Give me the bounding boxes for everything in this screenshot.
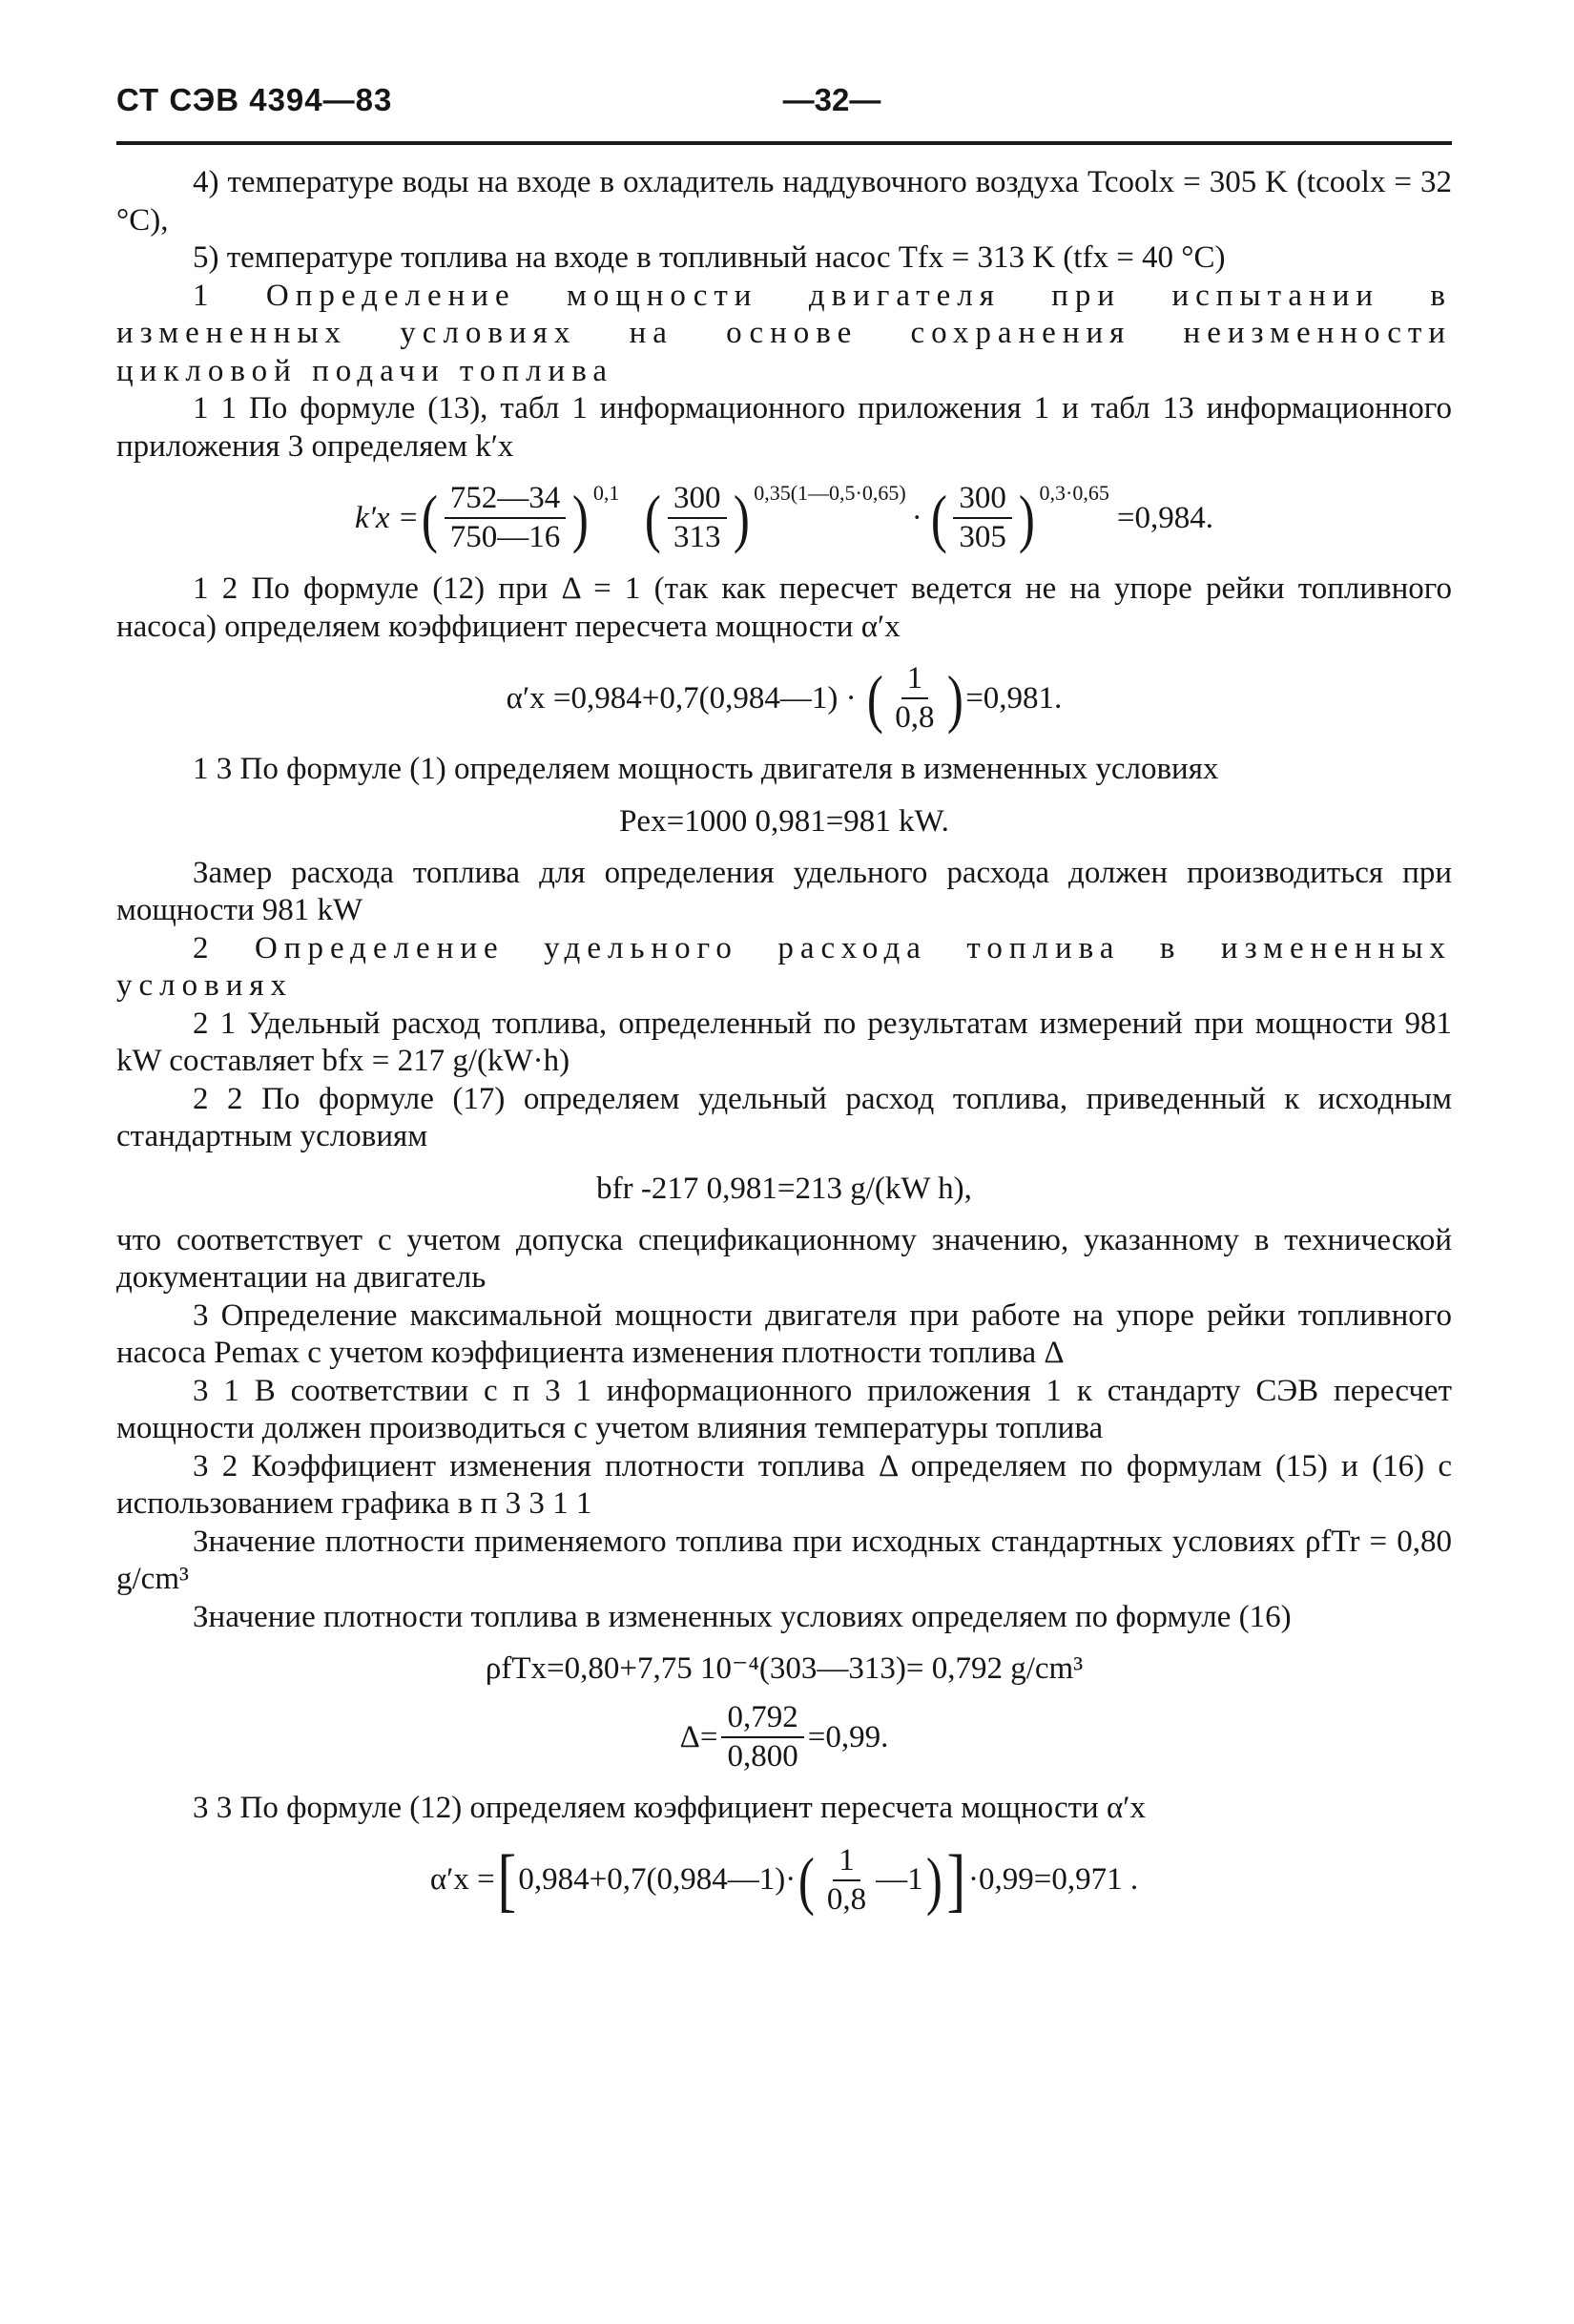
fraction-alpha-1: $\frac{1}{0,8}$ <box>895 661 935 735</box>
fraction-delta: $\frac{0,792}{0,800}$ <box>721 1702 803 1773</box>
formula-alpha-1-lhs: α′x =0,984+0,7(0,984—1) · <box>506 680 857 716</box>
formula-pex-text: Pex=1000 0,981=981 kW. <box>619 803 949 839</box>
formula-delta-result: =0,99. <box>807 1719 889 1754</box>
paragraph-item-4: 4) температуре воды на входе в охладитель наддувочного воздуха Tcoolx = 305 K (tcoolx = 32 °C), <box>116 165 1452 238</box>
paragraph-3-2: 3 2 Коэффициент изменения плотности топлива Δ определяем по формулам (15) и (16) с использованием графика в п 3 3 1 1 <box>116 1448 1452 1521</box>
header-rule <box>116 141 1452 145</box>
formula-bfr-text: bfr -217 0,981=213 g/(kW h), <box>596 1171 972 1206</box>
document-body <box>116 164 1452 1933</box>
formula-kx-result: =0,984. <box>1116 500 1213 535</box>
paragraph-3-3: 3 3 По формуле (12) определяем коэффициент пересчета мощности α′x <box>193 1791 1146 1825</box>
exponent-2: 0,35(1—0,5·0,65) <box>754 481 906 505</box>
formula-alpha-2: α′x = [ 0,984+0,7(0,984—1)· ( $\frac{1}{0,8}$ —1 ) ] ·0,99=0,971 . <box>429 1840 1139 1919</box>
formula-alpha-2-lhs: α′x = <box>429 1862 495 1897</box>
fraction-2: $\frac{300}{313}$ <box>668 483 727 553</box>
formula-rho-text: ρfTx=0,80+7,75 10⁻⁴(303—313)= 0,792 g/cm³ <box>485 1651 1084 1686</box>
formula-bfr <box>116 1173 1452 1205</box>
formula-kx: k′x = ( $\frac{752—34}{750—16}$ ) 0,1 ( $\frac{300}{313}$ ) 0,35(1—0,5·0,65) · ( $\frac{300}{305}$ ) 0,3·0,65 =0,984. <box>355 481 1213 554</box>
formula-alpha-1-result: =0,981. <box>965 680 1063 716</box>
page-header <box>116 78 1452 122</box>
paragraph-density-standard: Значение плотности применяемого топлива при исходных стандартных условиях ρfTr = 0,80 g/cm³ <box>116 1524 1452 1596</box>
section-heading-3: 3 Определение максимальной мощности двигателя при работе на упоре рейки топливного насоса Pemax с учетом коэффициента изменения плотности топлива Δ <box>116 1297 1452 1370</box>
section-heading-2: 2 Определение удельного расхода топлива в измененных условиях <box>116 930 1452 1003</box>
paragraph-2-1: 2 1 Удельный расход топлива, определенный по результатам измерений при мощности 981 kW составляет bfx = 217 g/(kW·h) <box>116 1006 1452 1078</box>
paragraph-1-3: 1 3 По формуле (1) определяем мощность двигателя в измененных условиях <box>193 752 1219 786</box>
exponent-1: 0,1 <box>592 481 620 505</box>
formula-kx-lhs: k′x = <box>355 500 420 535</box>
standard-designation: СТ СЭВ 4394—83 <box>116 82 393 117</box>
formula-pex <box>116 803 1452 839</box>
paragraph-3-1: 3 1 В соответствии с п 3 1 информационного приложения 1 к стандарту СЭВ пересчет мощности должен производиться с учетом влияния температуры топлива <box>116 1373 1452 1445</box>
paragraph-2-2: 2 2 По формуле (17) определяем удельный расход топлива, приведенный к исходным стандартным условиям <box>116 1081 1452 1153</box>
paragraph-1-2: 1 2 По формуле (12) при Δ = 1 (так как пересчет ведется не на упоре рейки топливного насоса) определяем коэффициент пересчета мощности α′x <box>116 571 1452 644</box>
formula-delta: Δ= $\frac{0,792}{0,800}$ =0,99. <box>679 1700 889 1774</box>
paragraph-conclusion: что соответствует с учетом допуска спецификационному значению, указанному в технической документации на двигатель <box>116 1222 1452 1295</box>
paragraph-1-1: 1 1 По формуле (13), табл 1 информационного приложения 1 и табл 13 информационного приложения 3 определяем k′x <box>116 391 1452 464</box>
fraction-3: $\frac{300}{305}$ <box>953 483 1012 553</box>
paragraph-density-changed: Значение плотности топлива в измененных условиях определяем по формуле (16) <box>193 1599 1292 1634</box>
fraction-alpha-2: $\frac{1}{0,8}$ <box>826 1842 867 1917</box>
formula-alpha-1: α′x =0,984+0,7(0,984—1) · ( $\frac{1}{0,8}$ ) =0,981. <box>506 661 1063 735</box>
formula-rho <box>116 1653 1452 1685</box>
page-number: —32— <box>782 82 881 117</box>
formula-alpha-2-result: ·0,99=0,971 . <box>967 1862 1139 1897</box>
section-heading-1: 1 Определение мощности двигателя при испытании в измененных условиях на основе сохранения неизменности цикловой подачи топлива <box>116 278 1452 388</box>
fraction-1: $\frac{752—34}{750—16}$ <box>445 483 567 553</box>
paragraph-measurement-note: Замер расхода топлива для определения удельного расхода должен производиться при мощности 981 kW <box>116 855 1452 927</box>
paragraph-item-5: 5) температуре топлива на входе в топливный насос Tfx = 313 K (tfx = 40 °C) <box>193 240 1226 275</box>
exponent-3: 0,3·0,65 <box>1039 481 1109 505</box>
